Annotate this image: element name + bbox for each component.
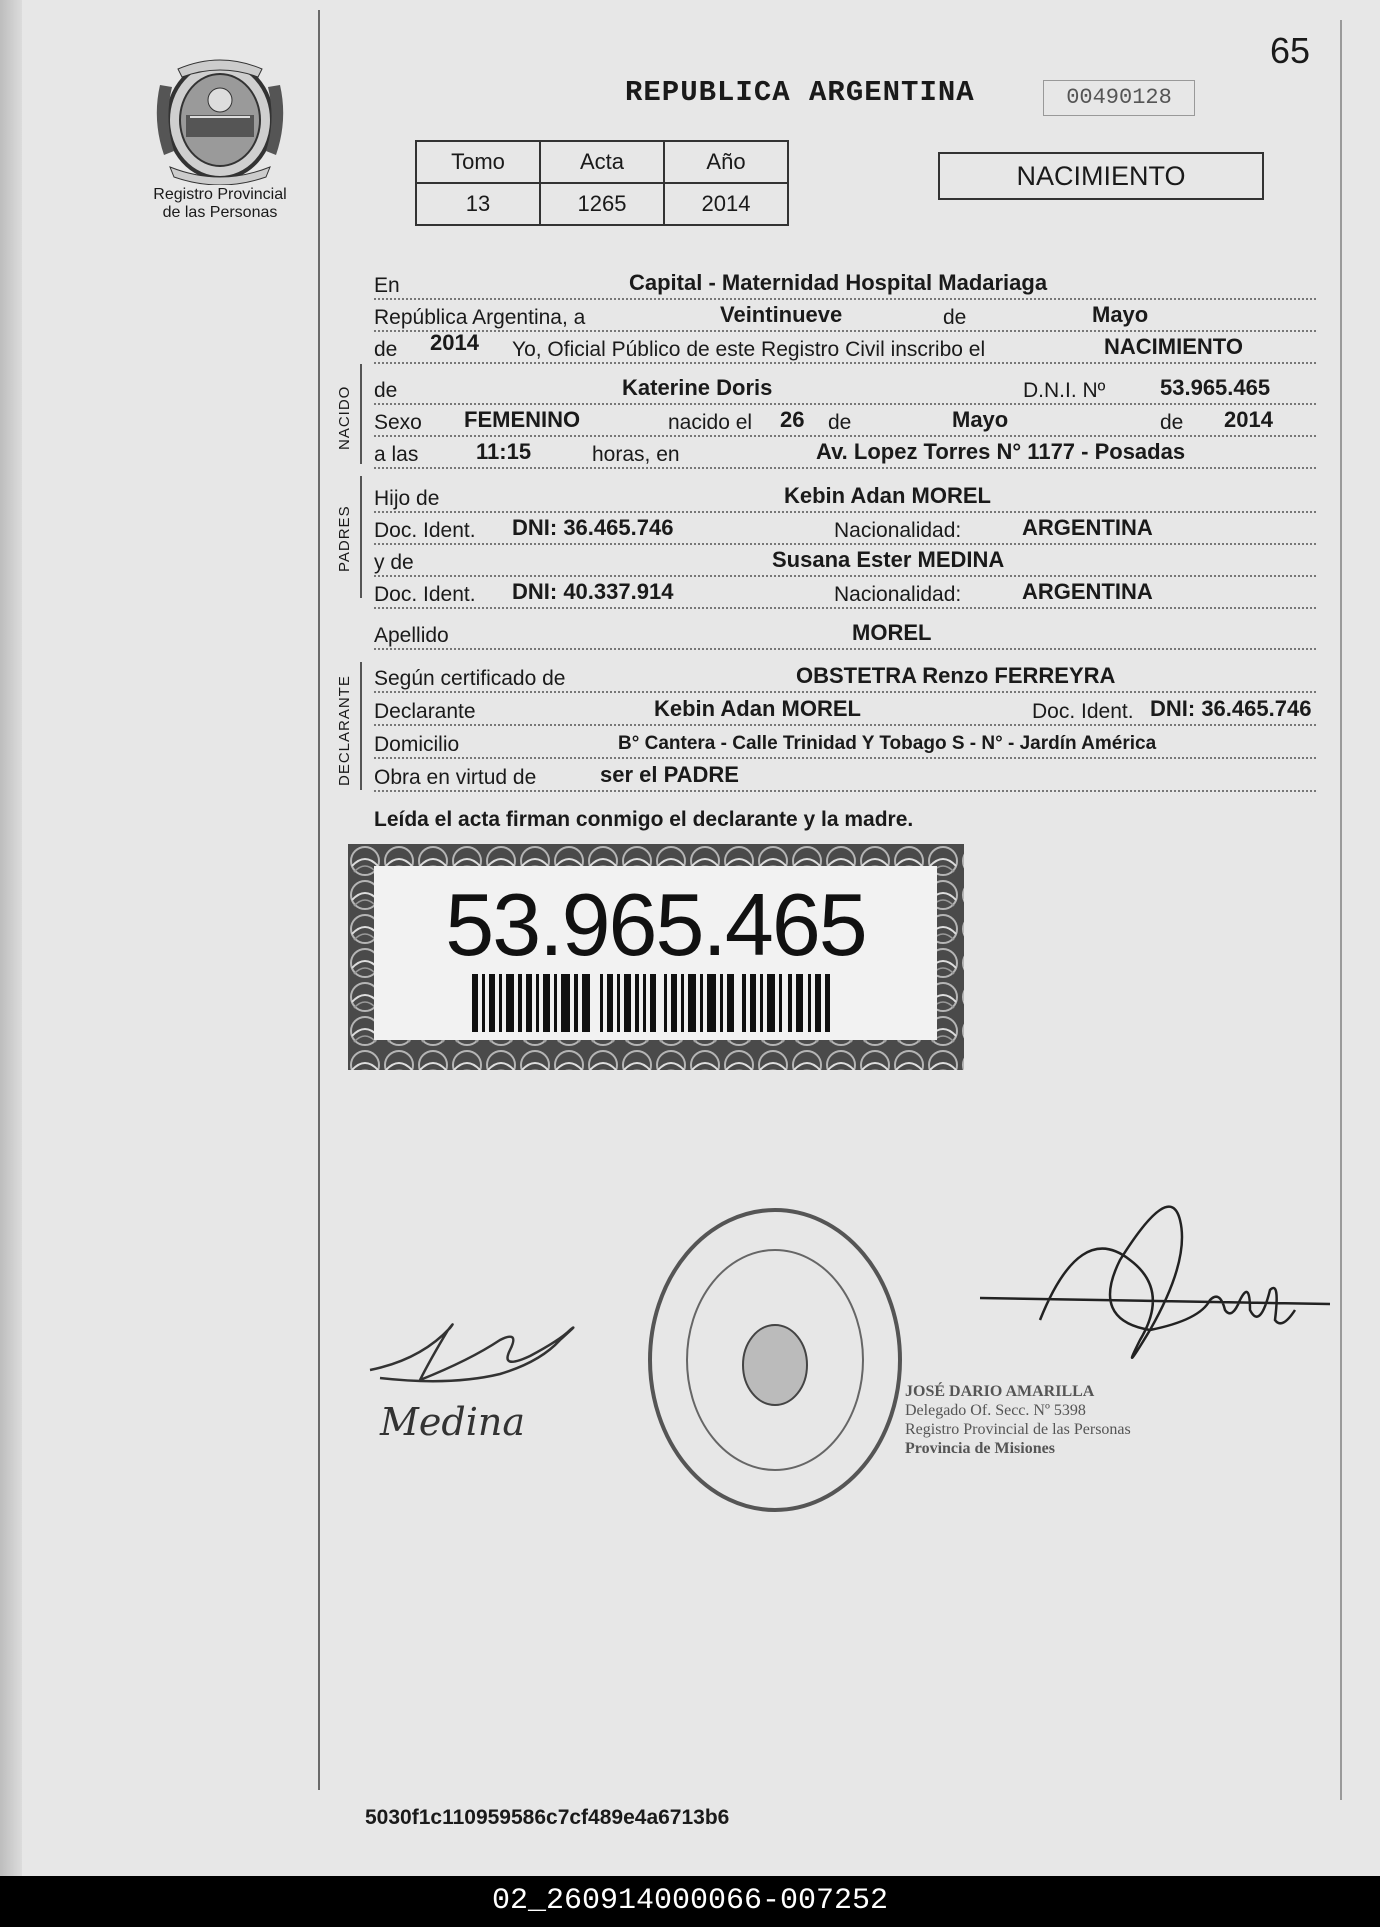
logo-caption: [130, 186, 310, 222]
father-name-value: Kebin Adan MOREL: [784, 483, 991, 508]
line-oficial: [374, 330, 1316, 364]
declarante-section-label: DECLARANTE: [336, 675, 353, 786]
de-label: de: [939, 306, 970, 330]
line-domicilio: [374, 729, 1316, 759]
document-hash: 5030f1c110959586c7cf489e4a6713b6: [365, 1806, 730, 1829]
father-signature: [360, 1300, 600, 1400]
mother-name-value: Susana Ester MEDINA: [772, 547, 1005, 572]
line-nacido-name: [374, 375, 1316, 405]
closing-statement: Leída el acta firman conmigo el declarante y la madre.: [374, 808, 914, 831]
registry-table: [415, 140, 789, 226]
logo-caption-line-1: Registro Provincial: [153, 186, 287, 203]
registry-value-row: [416, 183, 788, 225]
tomo-header: Tomo: [416, 141, 540, 183]
y-de-label: y de: [374, 551, 418, 575]
mother-doc-label: Doc. Ident.: [374, 583, 480, 607]
province-coat-of-arms-logo: [150, 55, 290, 185]
logo-caption-line-2: de las Personas: [162, 204, 278, 221]
declarante-name-value: Kebin Adan MOREL: [654, 696, 861, 721]
page-number: 65: [1270, 30, 1311, 71]
official-name: JOSÉ DARIO AMARILLA: [905, 1383, 1095, 1400]
a-las-label: a las: [374, 443, 422, 467]
sexo-value: FEMENINO: [464, 407, 581, 432]
mother-nat-label: Nacionalidad:: [830, 583, 965, 607]
line-certificado: [374, 663, 1316, 693]
republica-label: República Argentina, a: [374, 306, 589, 330]
official-signature: [970, 1180, 1350, 1420]
inscription-type-value: NACIMIENTO: [1104, 334, 1243, 359]
left-margin-line: [318, 10, 320, 1790]
birth-day-value: 26: [780, 407, 805, 432]
child-name-value: Katerine Doris: [622, 375, 773, 400]
father-doc-label: Doc. Ident.: [374, 519, 480, 543]
certificado-label: Según certificado de: [374, 667, 569, 691]
father-doc-value: DNI: 36.465.746: [512, 515, 674, 540]
line-hijo: [374, 483, 1316, 513]
document-type-box: NACIMIENTO: [938, 152, 1264, 200]
obra-label: Obra en virtud de: [374, 766, 540, 790]
padres-section-bar: [360, 476, 362, 598]
line-father-doc: [374, 515, 1316, 545]
sticker-inner-panel: [374, 866, 937, 1040]
tomo-value: 13: [416, 183, 540, 225]
sexo-label: Sexo: [374, 411, 426, 435]
declarante-doc-value: DNI: 36.465.746: [1150, 696, 1312, 721]
horas-label: horas, en: [588, 443, 684, 467]
official-province: Provincia de Misiones: [905, 1440, 1055, 1457]
acta-value: 1265: [540, 183, 664, 225]
hijo-label: Hijo de: [374, 487, 443, 511]
en-label: En: [374, 274, 404, 298]
registry-header-row: [416, 141, 788, 183]
birth-de-label-2: de: [1156, 411, 1187, 435]
year-value: 2014: [430, 330, 479, 355]
dni-label: D.N.I. Nº: [1019, 379, 1109, 403]
domicilio-label: Domicilio: [374, 733, 463, 757]
line-republica: [374, 302, 1316, 332]
page-edge: [0, 0, 22, 1876]
birth-month-value: Mayo: [952, 407, 1009, 432]
nacido-de-label: de: [374, 379, 401, 403]
line-sexo: [374, 407, 1316, 437]
mother-nat-value: ARGENTINA: [1022, 579, 1153, 604]
father-nat-value: ARGENTINA: [1022, 515, 1153, 540]
acta-header: Acta: [540, 141, 664, 183]
birth-year-value: 2014: [1224, 407, 1273, 432]
line-y-de: [374, 547, 1316, 577]
birth-place-value: Capital - Maternidad Hospital Madariaga: [629, 270, 1048, 295]
sticker-dni-number: 53.965.465: [445, 875, 866, 974]
dni-barcode-sticker: [348, 844, 964, 1070]
line-declarante: [374, 696, 1316, 726]
right-margin-line: [1340, 20, 1342, 1800]
line-apellido: [374, 620, 1316, 650]
line-obra: [374, 762, 1316, 792]
mother-doc-value: DNI: 40.337.914: [512, 579, 674, 604]
child-dni-value: 53.965.465: [1160, 375, 1271, 400]
declarante-doc-label: Doc. Ident.: [1028, 700, 1138, 724]
apellido-value: MOREL: [852, 620, 932, 645]
line-hora: [374, 439, 1316, 469]
padres-section-label: PADRES: [336, 505, 353, 572]
de-year-label: de: [374, 338, 401, 362]
certificado-value: OBSTETRA Renzo FERREYRA: [796, 663, 1116, 688]
declarante-section-bar: [360, 662, 362, 790]
month-value: Mayo: [1092, 302, 1149, 327]
official-round-stamp: [640, 1200, 910, 1520]
official-office: Registro Provincial de las Personas: [905, 1421, 1131, 1438]
apellido-label: Apellido: [374, 624, 453, 648]
file-id-bar: 02_260914000066-007252: [0, 1876, 1380, 1927]
birth-time-value: 11:15: [476, 439, 532, 464]
country-title: REPUBLICA ARGENTINA: [625, 76, 975, 109]
nacido-el-label: nacido el: [664, 411, 756, 435]
official-role: Delegado Of. Secc. Nº 5398: [905, 1402, 1086, 1419]
father-nat-label: Nacionalidad:: [830, 519, 965, 543]
anio-header: Año: [664, 141, 788, 183]
nacido-section-bar: [360, 364, 362, 464]
anio-value: 2014: [664, 183, 788, 225]
line-mother-doc: [374, 579, 1316, 609]
oficial-text: Yo, Oficial Público de este Registro Civil inscribo el: [508, 338, 989, 362]
line-en: [374, 270, 1316, 300]
barcode: [472, 974, 832, 1032]
mother-signature: Medina: [380, 1400, 526, 1444]
birth-address-value: Av. Lopez Torres N° 1177 - Posadas: [816, 439, 1186, 464]
serial-number-stamp: 00490128: [1043, 80, 1195, 116]
birth-de-label: de: [824, 411, 855, 435]
domicilio-value: B° Cantera - Calle Trinidad Y Tobago S - N° - Jardín América: [618, 733, 1157, 754]
obra-value: ser el PADRE: [600, 762, 739, 787]
declarante-label: Declarante: [374, 700, 480, 724]
nacido-section-label: NACIDO: [336, 385, 353, 450]
day-words-value: Veintinueve: [720, 302, 843, 327]
